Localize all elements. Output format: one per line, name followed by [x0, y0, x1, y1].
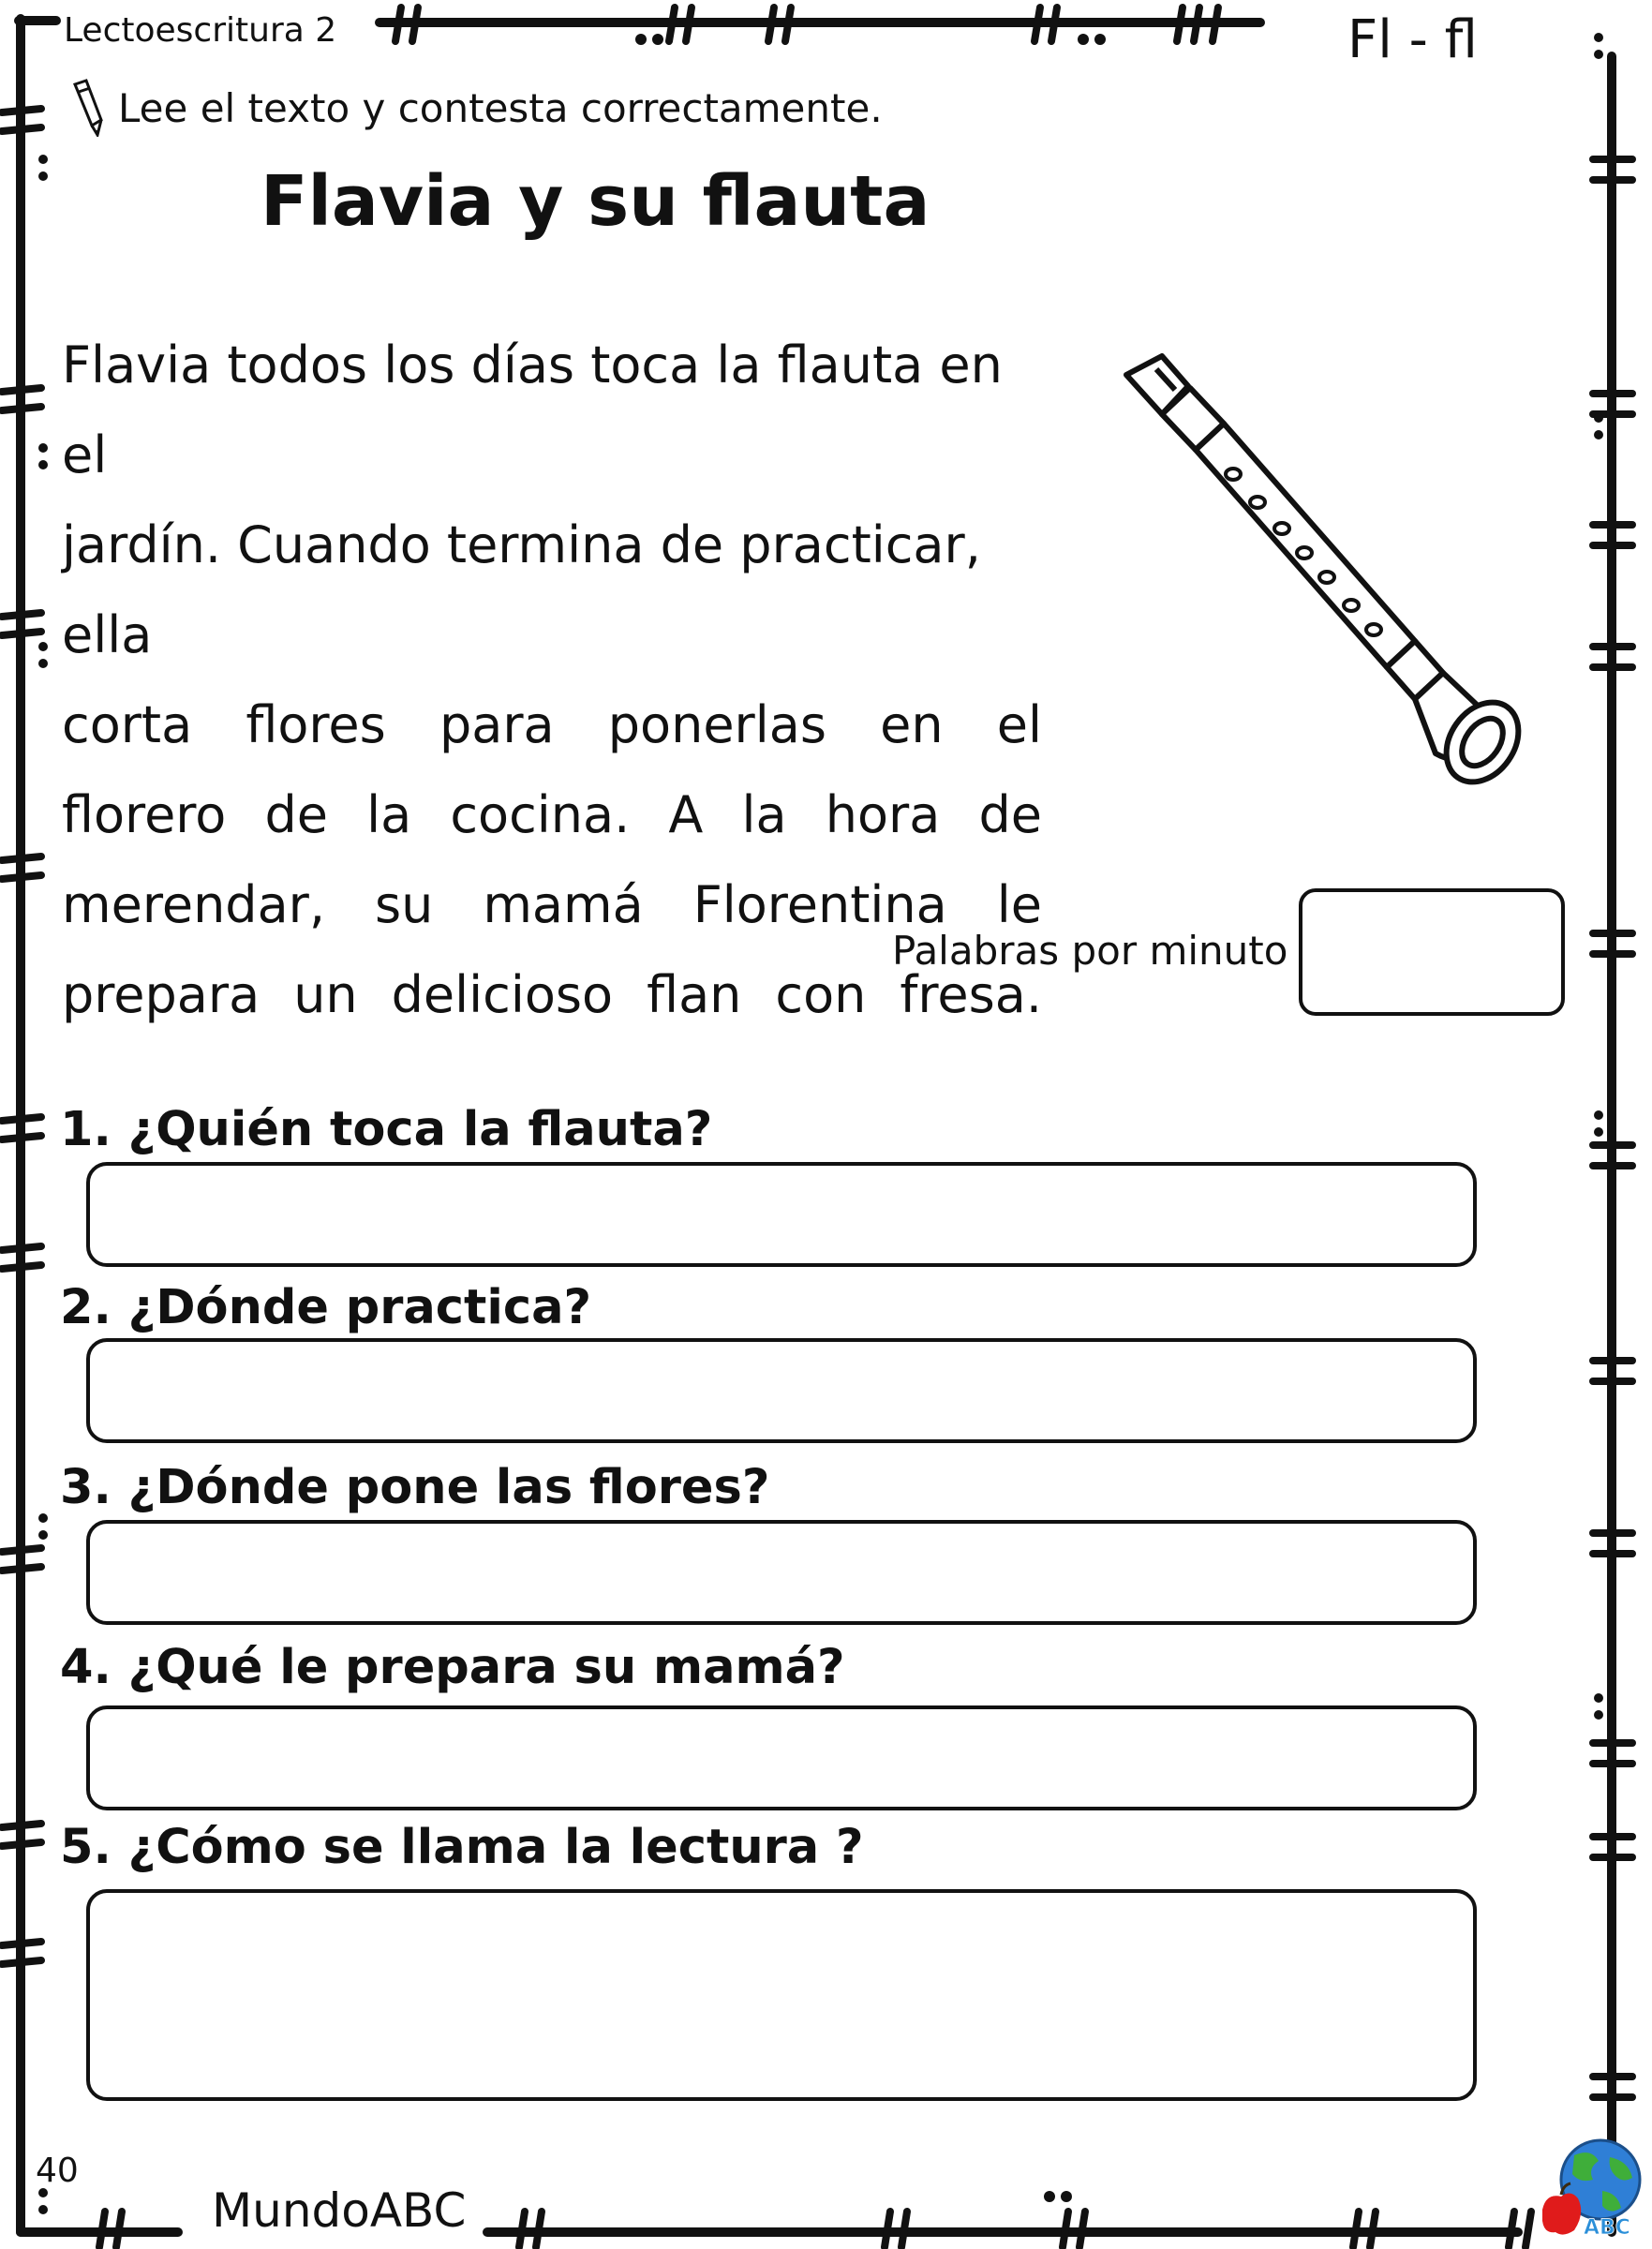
story-word: de	[978, 785, 1042, 844]
story-title: Flavia y su flauta	[260, 161, 930, 242]
answer-box-5[interactable]	[86, 1889, 1477, 2101]
question-2: 2. ¿Dónde practica?	[60, 1280, 592, 1335]
story-word: flores	[246, 695, 386, 754]
question-3: 3. ¿Dónde pone las flores?	[60, 1460, 770, 1515]
story-word: con	[775, 965, 867, 1024]
answer-box-1[interactable]	[86, 1162, 1477, 1267]
answer-box-3[interactable]	[86, 1520, 1477, 1625]
pencil-icon	[67, 79, 109, 137]
reading-speed-box[interactable]	[1299, 888, 1565, 1016]
story-word: para	[439, 695, 555, 754]
story-line	[62, 680, 1042, 770]
story-line: jardín. Cuando termina de practicar, ella	[62, 515, 981, 664]
story-word: hora	[825, 785, 941, 844]
story-word: merendar,	[62, 875, 326, 934]
story-word: le	[996, 875, 1042, 934]
logo-text: ABC	[1584, 2216, 1630, 2240]
letter-group-label: Fl - fl	[1347, 9, 1478, 70]
story-word: la	[366, 785, 412, 844]
story-word: la	[741, 785, 787, 844]
story-line	[62, 770, 1042, 860]
story-word: un	[293, 965, 358, 1024]
story-word: su	[375, 875, 434, 934]
reading-speed-label: Palabras por minuto	[892, 928, 1288, 974]
question-1: 1. ¿Quién toca la flauta?	[60, 1102, 713, 1157]
worksheet-series: Lectoescritura 2	[64, 11, 337, 50]
story-word: el	[996, 695, 1042, 754]
story-word: Florentina	[692, 875, 947, 934]
story-word: de	[264, 785, 328, 844]
story-word: A	[668, 785, 704, 844]
story-word: flan	[647, 965, 742, 1024]
globe-apple-logo	[1537, 2137, 1649, 2242]
story-word: mamá	[483, 875, 644, 934]
story-word: florero	[62, 785, 227, 844]
answer-box-4[interactable]	[86, 1705, 1477, 1810]
instruction-row	[67, 79, 883, 137]
story-word: ponerlas	[607, 695, 826, 754]
story-word: cocina.	[450, 785, 631, 844]
story-word: prepara	[62, 965, 260, 1024]
answer-box-2[interactable]	[86, 1338, 1477, 1443]
page-number: 40	[36, 2152, 79, 2190]
story-line: Flavia todos los días toca la flauta en el	[62, 335, 1003, 484]
question-4: 4. ¿Qué le prepara su mamá?	[60, 1640, 845, 1695]
brand-name: MundoABC	[212, 2183, 467, 2238]
story-word: fresa.	[900, 965, 1042, 1024]
instruction-text: Lee el texto y contesta correctamente.	[118, 84, 883, 131]
story-word: en	[880, 695, 944, 754]
flute-illustration	[1106, 349, 1537, 808]
story-word: corta	[62, 695, 193, 754]
question-5: 5. ¿Cómo se llama la lectura ?	[60, 1820, 864, 1875]
story-word: delicioso	[391, 965, 614, 1024]
